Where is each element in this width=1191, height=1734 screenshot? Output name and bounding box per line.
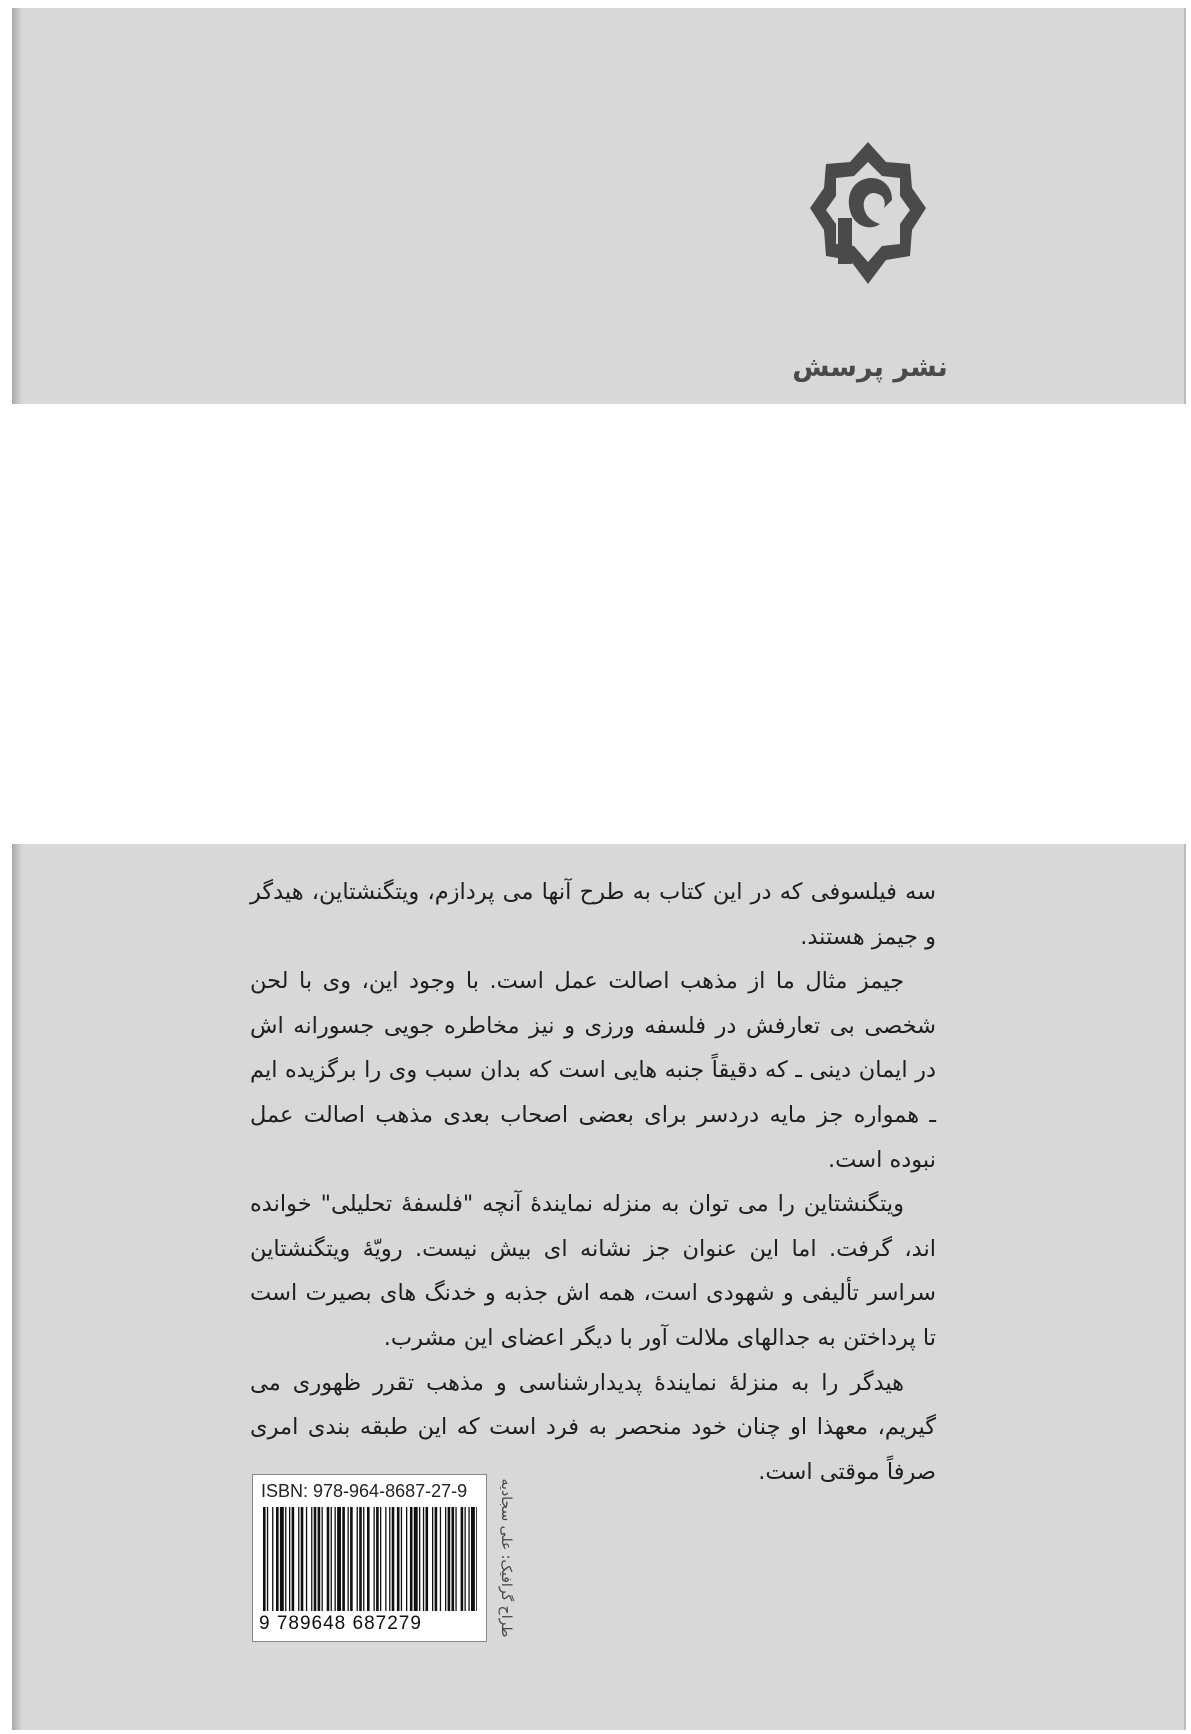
isbn-barcode-block <box>252 1474 487 1642</box>
barcode-icon <box>263 1507 477 1611</box>
blurb-paragraph: جیمز مثال ما از مذهب اصالت عمل است. با وجود این، وی با لحن شخصی بی تعارفش در فلسفه ورزی و نیز مخاطره جویی جسورانه اش در ایمان دینی ـ که دقیقاً جنبه هایی است که بدان سبب وی را برگزیده ایم ـ همواره جز مایه دردسر برای بعضی اصحاب بعدی مذهب اصالت عمل نبوده است. <box>250 968 936 1173</box>
designer-credit <box>494 1478 518 1638</box>
blurb-paragraph: ویتگنشتاین را می توان به منزله نمایندهٔ آنچه "فلسفهٔ تحلیلی" خوانده اند، گرفت. اما این عنوان جز نشانه ای بیش نیست. رویّهٔ ویتگنشتاین سراسر تألیفی و شهودی است، همه اش جذبه و خدنگ های بصیرت است تا پرداختن به جدالهای ملالت آور با دیگر اعضای این مشرب. <box>250 1191 936 1351</box>
designer-credit-text: طراح گرافیک: علی سجادیه <box>498 1478 514 1638</box>
barcode-digits: 9 789648 687279 <box>259 1613 422 1634</box>
blurb-paragraph: هیدگر را به منزلهٔ نمایندهٔ پدیدارشناسی و مذهب تقرر ظهوری می گیریم، معهذا او چنان خود منحصر به فرد است که این طبقه بندی امری صرفاً موقتی است. <box>250 1369 936 1485</box>
blurb-paragraph: سه فیلسوفی که در این کتاب به طرح آنها می پردازم، ویتگنشتاین، هیدگر و جیمز هستند. <box>250 879 936 950</box>
white-band <box>12 404 1186 844</box>
publisher-logo-icon <box>808 138 928 288</box>
blurb-text <box>250 870 936 1494</box>
spine-shadow <box>12 8 22 1730</box>
isbn-label: ISBN: 978-964-8687-27-9 <box>261 1481 468 1501</box>
publisher-name: نشر پرسش <box>792 352 948 383</box>
